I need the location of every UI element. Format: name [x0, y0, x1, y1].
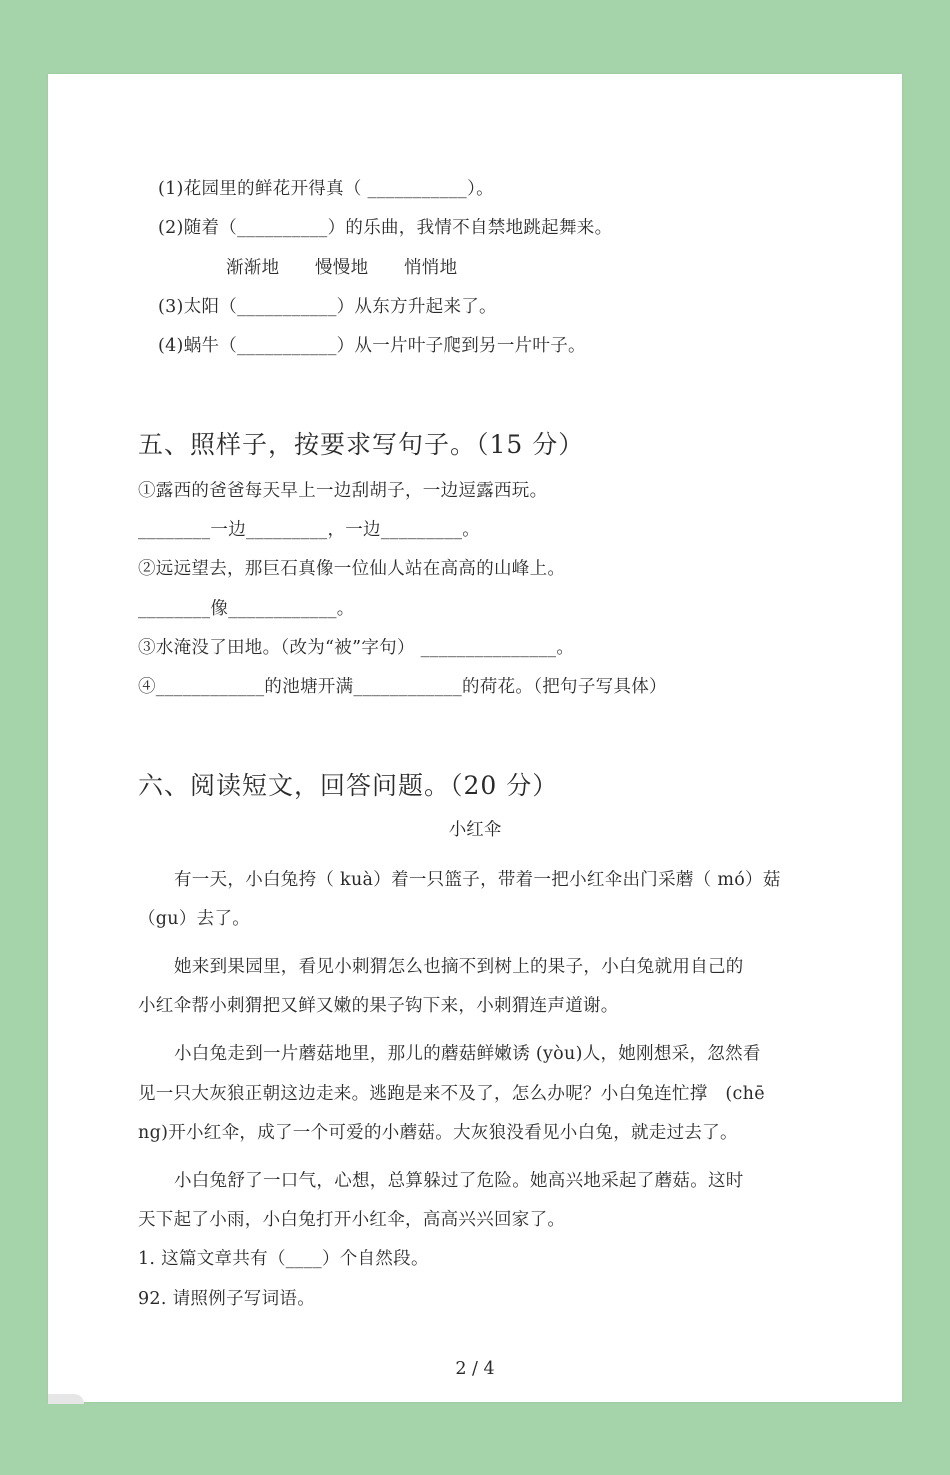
story-paragraph-3-line-1: 小白兔走到一片蘑菇地里，那儿的蘑菇鲜嫩诱 (yòu)人，她刚想采，忽然看 [174, 1044, 761, 1064]
question-4-3: (3)太阳（___________）从东方升起来了。 [158, 297, 497, 317]
section-5-example-1: ①露西的爸爸每天早上一边刮胡子，一边逗露西玩。 [138, 481, 548, 501]
section-5-example-4: ④____________的池塘开满____________的荷花。（把句子写具体） [138, 677, 667, 697]
section-5-blank-2: ________像____________。 [138, 599, 355, 619]
story-paragraph-3-line-2: 见一只大灰狼正朝这边走来。逃跑是来不及了，怎么办呢？小白兔连忙撑 (chē [138, 1084, 765, 1104]
story-paragraph-3-line-3: ng)开小红伞，成了一个可爱的小蘑菇。大灰狼没看见小白兔，就走过去了。 [138, 1123, 738, 1143]
question-4-1: (1)花园里的鲜花开得真（ ___________）。 [158, 179, 494, 199]
story-paragraph-2-line-1: 她来到果园里，看见小刺猬怎么也摘不到树上的果子，小白兔就用自己的 [174, 957, 744, 977]
question-4-2: (2)随着（__________）的乐曲，我情不自禁地跳起舞来。 [158, 218, 613, 238]
section-5-heading: 五、照样子，按要求写句子。（15 分） [138, 430, 585, 459]
story-paragraph-1-line-2: （gu）去了。 [138, 909, 251, 929]
story-paragraph-4-line-1: 小白兔舒了一口气，心想，总算躲过了危险。她高兴地采起了蘑菇。这时 [174, 1171, 744, 1191]
reading-question-2: 92. 请照例子写词语。 [138, 1289, 315, 1309]
story-paragraph-2-line-2: 小红伞帮小刺猬把又鲜又嫩的果子钩下来，小刺猬连声道谢。 [138, 996, 619, 1016]
page-corner-tab [48, 1394, 84, 1404]
story-paragraph-1-line-1: 有一天，小白兔挎（ kuà）着一只篮子，带着一把小红伞出门采蘑（ mó）菇 [174, 870, 781, 890]
question-4-4: (4)蜗牛（___________）从一片叶子爬到另一片叶子。 [158, 336, 586, 356]
section-5-example-3: ③水淹没了田地。（改为“被”字句） _______________。 [138, 638, 575, 658]
worksheet-page [48, 74, 902, 1402]
story-title: 小红伞 [448, 820, 502, 840]
section-6-heading: 六、阅读短文，回答问题。（20 分） [138, 771, 559, 800]
story-paragraph-4-line-2: 天下起了小雨，小白兔打开小红伞，高高兴兴回家了。 [138, 1210, 566, 1230]
section-5-blank-1: ________一边_________，一边_________。 [138, 520, 481, 540]
page-number: 2 / 4 [455, 1359, 495, 1379]
section-5-example-2: ②远远望去，那巨石真像一位仙人站在高高的山峰上。 [138, 559, 566, 579]
word-options: 渐渐地 慢慢地 悄悄地 [226, 258, 458, 278]
reading-question-1: 1. 这篇文章共有（____）个自然段。 [138, 1249, 429, 1269]
